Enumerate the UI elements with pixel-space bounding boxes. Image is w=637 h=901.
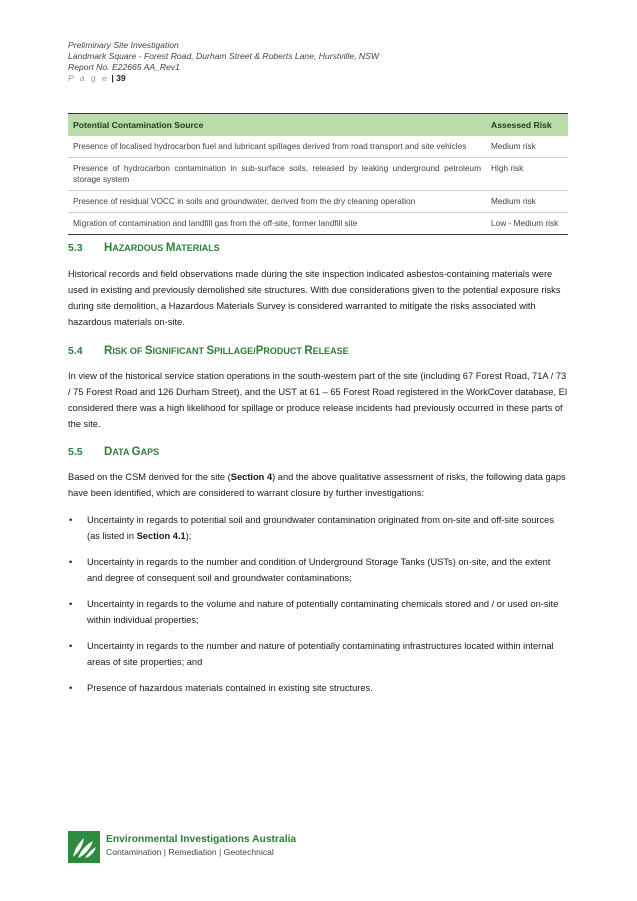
risk-cell: Low - Medium risk bbox=[486, 213, 568, 235]
bullet-icon: • bbox=[69, 557, 73, 567]
section-number: 5.5 bbox=[68, 446, 83, 458]
bullet-icon: • bbox=[69, 683, 73, 693]
source-cell: Migration of contamination and landfill gas from the off-site, former landfill site bbox=[68, 213, 486, 235]
section-4-reference: Section 4 bbox=[230, 472, 273, 482]
list-item: • Uncertainty in regards to the number and condition of Underground Storage Tanks (USTs) on-site, and the extent and degree of consequent soil and groundwater contaminations; bbox=[68, 554, 568, 586]
risk-cell: High risk bbox=[486, 158, 568, 191]
data-gaps-list bbox=[68, 512, 568, 706]
list-item: • Presence of hazardous materials contained in existing site structures. bbox=[68, 680, 568, 696]
header-report-type: Preliminary Site Investigation bbox=[68, 40, 179, 50]
risk-table bbox=[68, 113, 568, 235]
section-5-3-heading: 5.3 HAZARDOUS MATERIALS bbox=[68, 242, 220, 254]
section-5-4-heading: 5.4 RISK OF SIGNIFICANT SPILLAGE/PRODUCT RELEASE bbox=[68, 345, 349, 357]
header-page bbox=[68, 73, 379, 84]
company-name: Environmental Investigations Australia bbox=[106, 834, 297, 845]
section-4-1-reference: Section 4.1 bbox=[136, 531, 186, 541]
source-cell: Presence of hydrocarbon contamination in sub-surface soils, released by leaking underground petroleum storage system bbox=[68, 158, 486, 191]
leaf-logo-icon bbox=[68, 831, 100, 863]
column-header-risk: Assessed Risk bbox=[486, 114, 568, 137]
section-5-3-body: Historical records and field observations made during the site inspection indicated asbestos-containing materials were used in existing and previously demolished site structures. With due considerations given to the potential exposure risks during site demolition, a Hazardous Materials Survey is considered warranted to mitigate the risks associated with hazardous materials on-site. bbox=[68, 269, 561, 327]
header-site: Landmark Square - Forest Road, Durham Street & Roberts Lane, Hurstville, NSW bbox=[68, 51, 379, 61]
bullet-icon: • bbox=[69, 641, 73, 651]
table-row bbox=[68, 191, 568, 213]
section-number: 5.4 bbox=[68, 345, 83, 357]
section-5-5-intro: Based on the CSM derived for the site (Section 4) and the above qualitative assessment of risks, the following data gaps have been identified, which are considered to warrant closure by further investigations: bbox=[68, 472, 566, 498]
bullet-icon: • bbox=[69, 599, 73, 609]
section-5-5-heading: 5.5 DATA GAPS bbox=[68, 446, 160, 458]
table-row bbox=[68, 213, 568, 235]
bullet-icon: • bbox=[69, 515, 73, 525]
page-header bbox=[68, 40, 379, 84]
list-item: • Uncertainty in regards to potential soil and groundwater contamination originated from on-site and off-site sources (as listed in Section 4.1); bbox=[68, 512, 568, 544]
header-report-no: Report No. E22665 AA_Rev1 bbox=[68, 62, 180, 72]
column-header-source: Potential Contamination Source bbox=[68, 114, 486, 137]
page-number: | 39 bbox=[111, 73, 126, 83]
table-row bbox=[68, 136, 568, 158]
company-tagline: Contamination | Remediation | Geotechnical bbox=[106, 847, 274, 857]
table-header-row bbox=[68, 114, 568, 137]
table-row bbox=[68, 158, 568, 191]
section-5-4-body: In view of the historical service station operations in the south-western part of the site (including 67 Forest Road, 71A / 73 / 75 Forest Road and 126 Durham Street), and the UST at 61 – 65 Forest Road registered in the WorkCover database, EI considered there was a high likelihood for spillage or produce release incidents had previously occurred in these parts of the site. bbox=[68, 371, 568, 429]
list-item: • Uncertainty in regards to the volume and nature of potentially contaminating chemicals stored and / or used on-site within individual properties; bbox=[68, 596, 568, 628]
page-label: P a g e bbox=[68, 73, 109, 83]
source-cell: Presence of localised hydrocarbon fuel and lubricant spillages derived from road transport and site vehicles bbox=[68, 136, 486, 158]
risk-cell: Medium risk bbox=[486, 136, 568, 158]
source-cell: Presence of residual VOCC in soils and groundwater, derived from the dry cleaning operation bbox=[68, 191, 486, 213]
section-number: 5.3 bbox=[68, 242, 83, 254]
list-item: • Uncertainty in regards to the number and nature of potentially contaminating infrastructures located within internal areas of site properties; and bbox=[68, 638, 568, 670]
risk-cell: Medium risk bbox=[486, 191, 568, 213]
